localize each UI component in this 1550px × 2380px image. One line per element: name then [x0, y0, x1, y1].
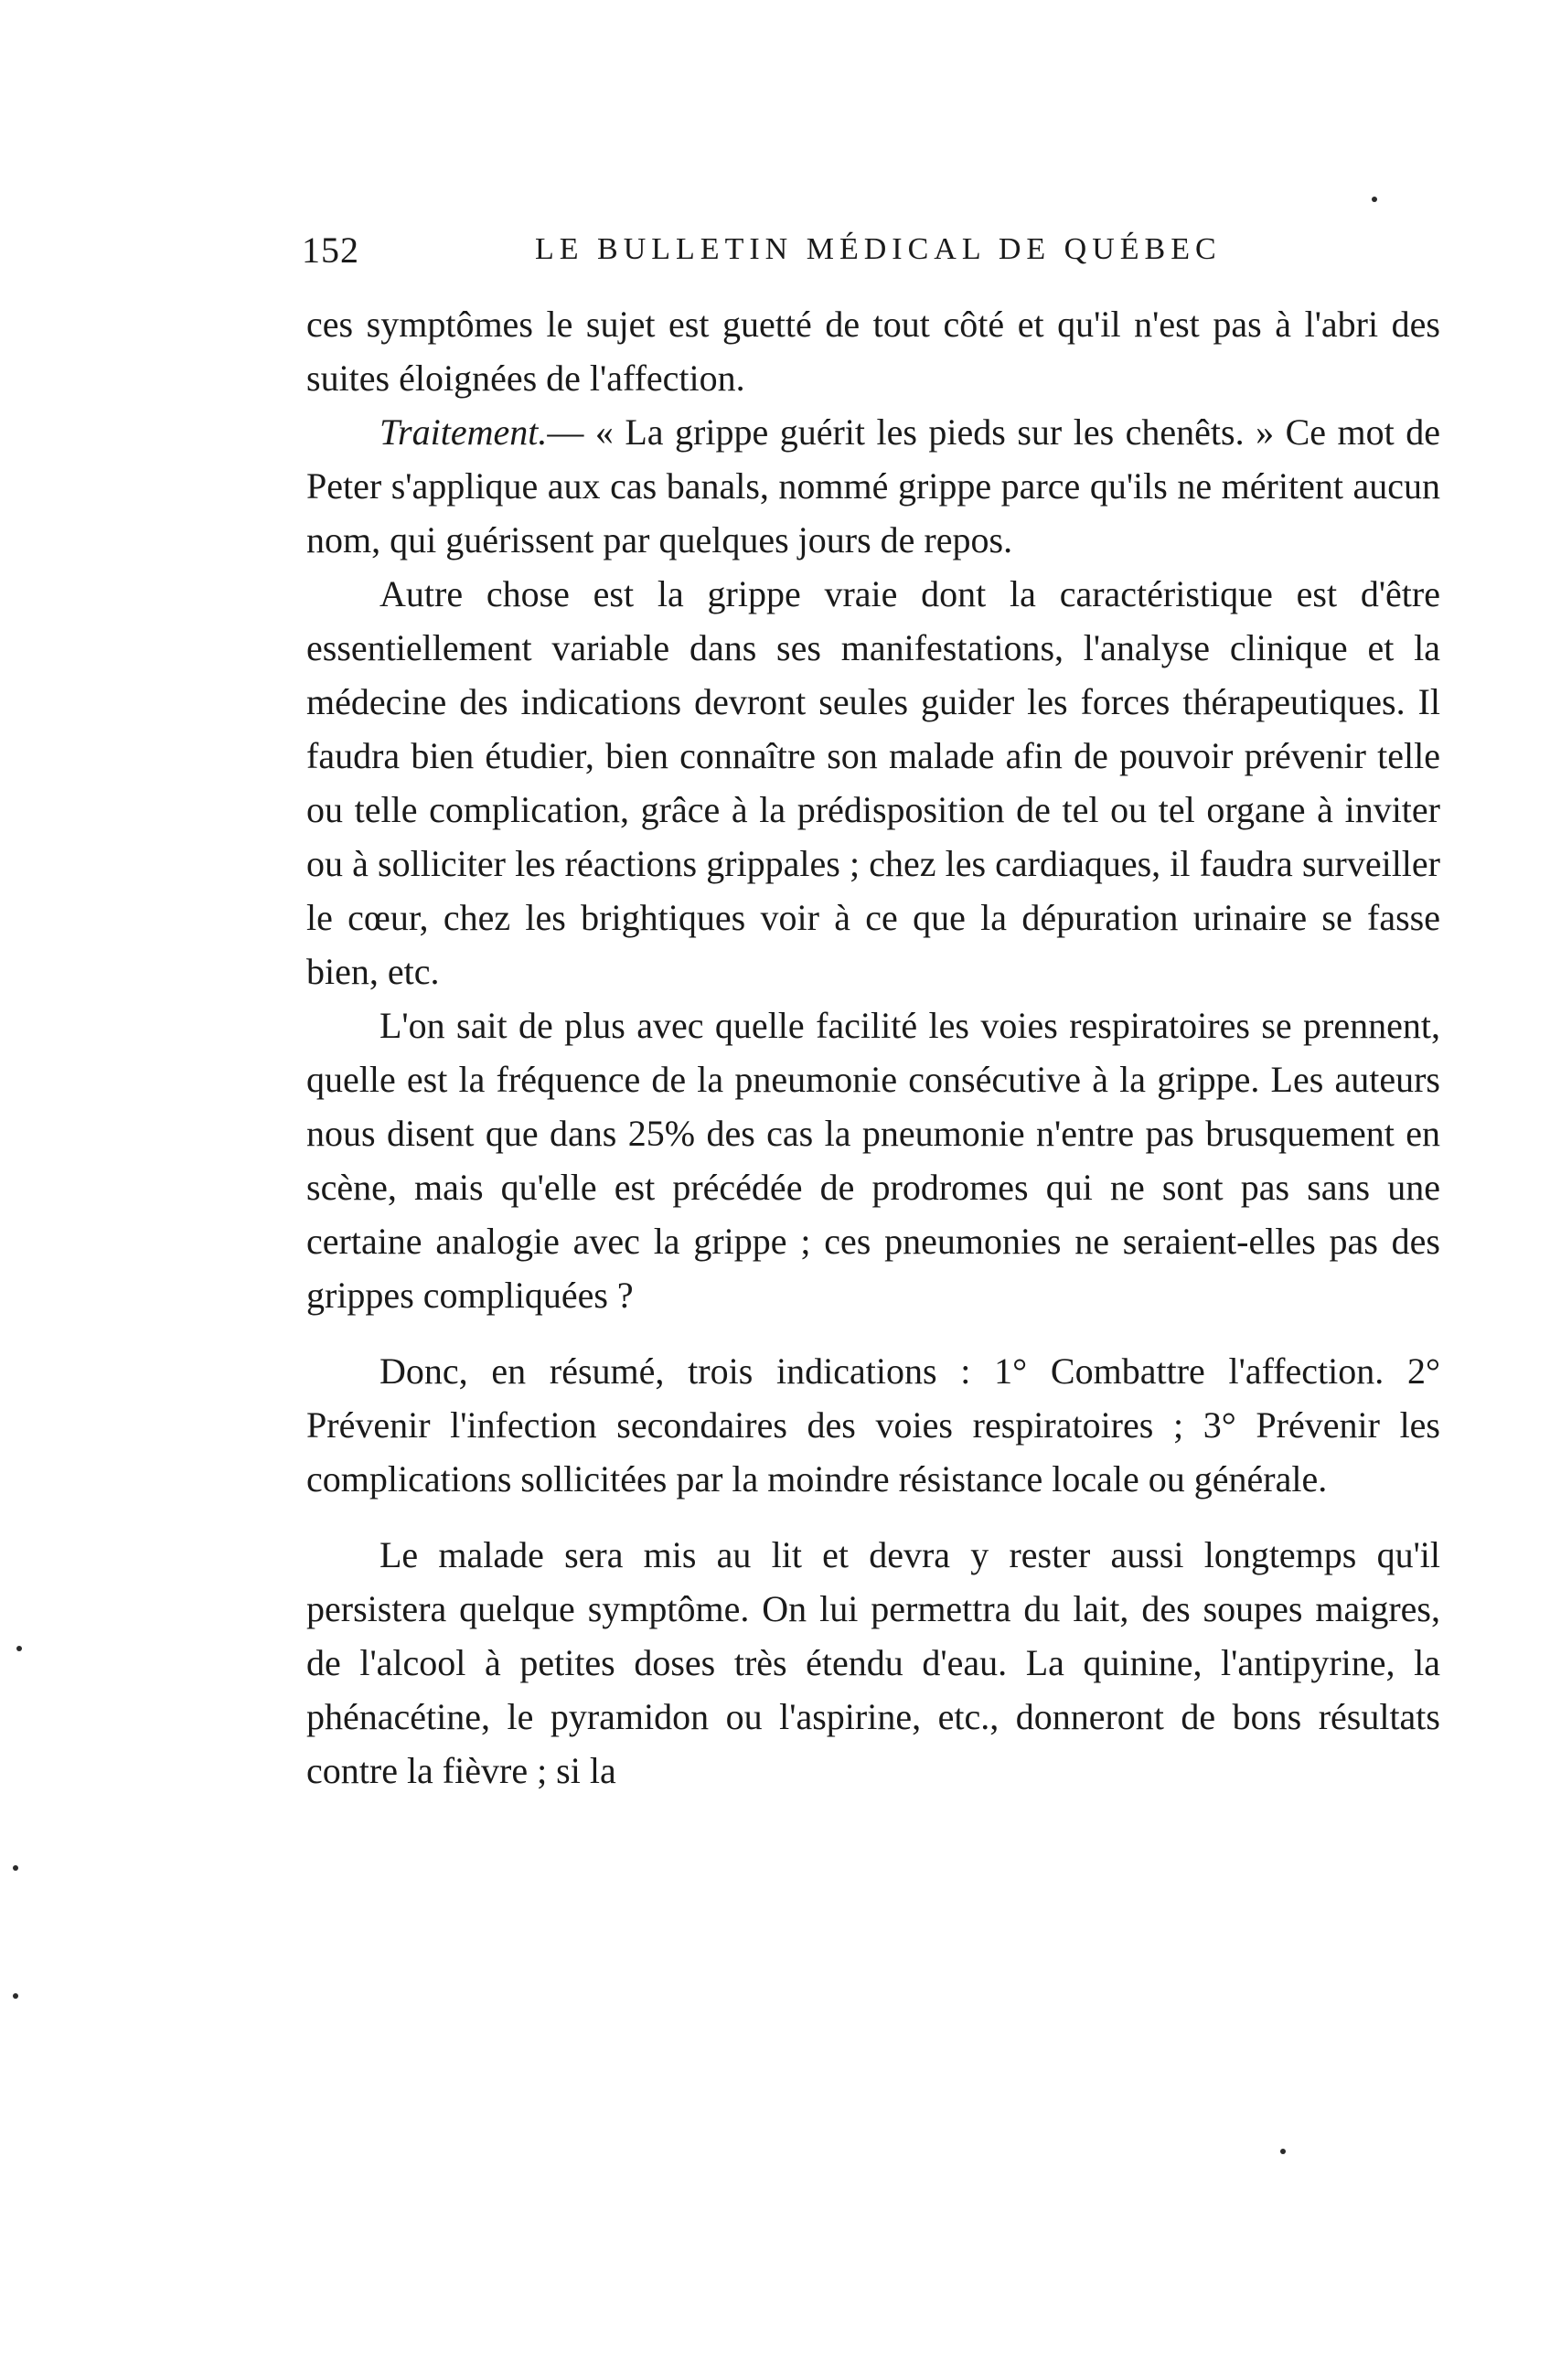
paragraph-4: L'on sait de plus avec quelle facilité les voies respiratoires se prennent, quelle est la fréquence de la pneumonie consécutive à la grippe. Les auteurs nous disent que dans 25% des cas la pneumonie n'entre pas brusquement en scène, mais qu'elle est précédée de prodromes qui ne sont pas sans une certaine analogie avec la grippe ; ces pneumonies ne seraient-elles pas des grippes compliquées ?: [306, 1005, 1440, 1316]
paragraph-2: [306, 405, 1440, 567]
paragraph-1: ces symptômes le sujet est guetté de tout côté et qu'il n'est pas à l'abri des suites éloignées de l'affection.: [306, 304, 1440, 399]
scan-speck: [16, 1646, 22, 1651]
scan-speck: [13, 1993, 18, 1999]
scan-speck: [1372, 197, 1377, 202]
paragraph-5: Donc, en résumé, trois indications : 1° Combattre l'affection. 2° Prévenir l'infection secondaires des voies respiratoires ; 3° Prévenir les complications sollicitées par la moindre résistance locale ou générale.: [306, 1350, 1440, 1500]
page-header: [302, 229, 1317, 283]
scan-speck: [13, 1865, 18, 1871]
section-label-traitement: Traitement.: [379, 411, 548, 453]
scan-speck: [1280, 2149, 1286, 2154]
running-title: LE BULLETIN MÉDICAL DE QUÉBEC: [535, 232, 1222, 266]
paragraph-6: Le malade sera mis au lit et devra y rester aussi longtemps qu'il persistera quelque symptôme. On lui permettra du lait, des soupes maigres, de l'alcool à petites doses très étendu d'eau. La quinine, l'antipyrine, la phénacétine, le pyramidon ou l'aspirine, etc., donneront de bons résultats contre la fièvre ; si la: [306, 1534, 1440, 1791]
paragraph-2-text: — « La grippe guérit les pieds sur les chenêts. » Ce mot de Peter s'applique aux cas banals, nommé grippe parce qu'ils ne méritent aucun nom, qui guérissent par quelques jours de repos.: [306, 411, 1440, 560]
body-text: [306, 297, 1440, 1798]
page-number: 152: [302, 229, 359, 271]
paragraph-3: Autre chose est la grippe vraie dont la caractéristique est d'être essentiellement variable dans ses manifestations, l'analyse clinique et la médecine des indications devront seules guider les forces thérapeutiques. Il faudra bien étudier, bien connaître son malade afin de pouvoir prévenir telle ou telle complication, grâce à la prédisposition de tel ou tel organe à inviter ou à solliciter les réactions grippales ; chez les cardiaques, il faudra surveiller le cœur, chez les brightiques voir à ce que la dépuration urinaire se fasse bien, etc.: [306, 573, 1440, 992]
